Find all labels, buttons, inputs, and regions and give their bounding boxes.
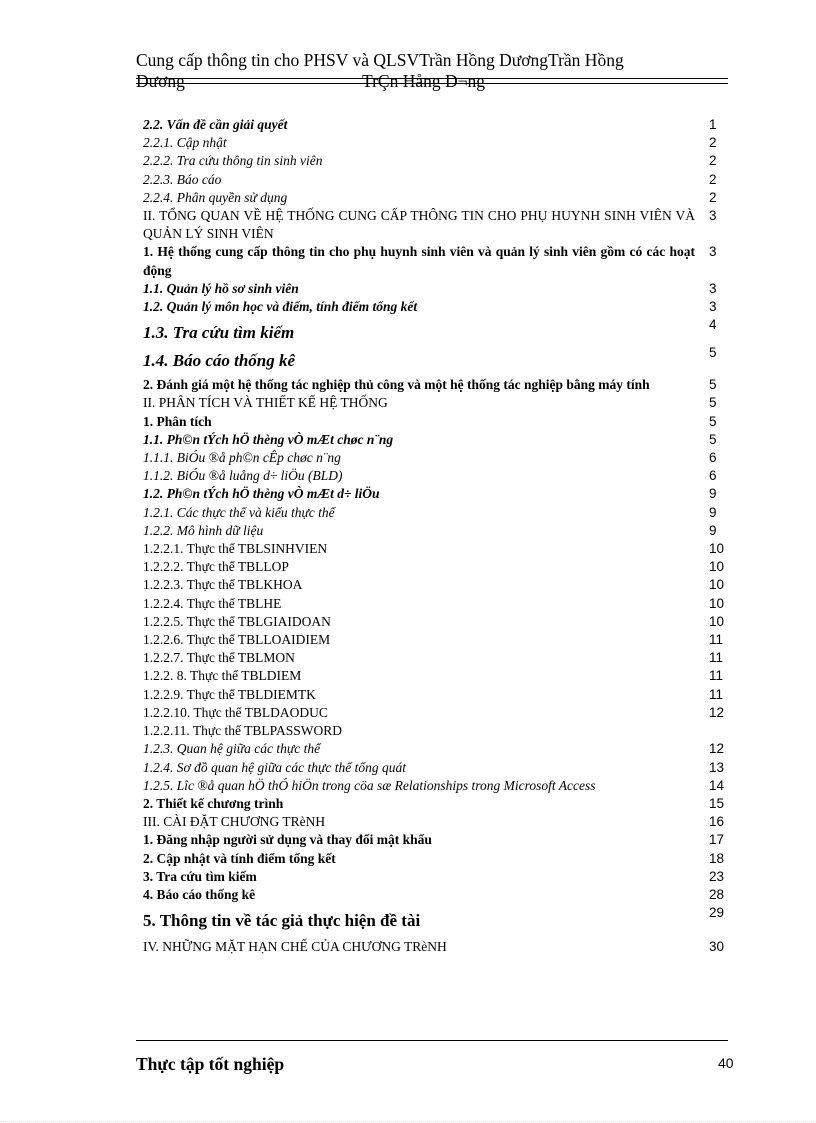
toc-entry-title: 1.4. Báo cáo thống kê xyxy=(143,351,296,371)
toc-entry xyxy=(143,298,743,316)
toc-entry-title: 1.2.2.3. Thực thể TBLKHOA xyxy=(143,577,303,593)
toc-entry-title: 5. Thông tin về tác giả thực hiện đề tài xyxy=(143,911,421,931)
footer-title: Thực tập tốt nghiệp xyxy=(136,1054,285,1074)
toc-entry-title: 1. Hệ thống cung cấp thông tin cho phụ huynh sinh viên và quản lý sinh viên gồm có các hoạt động xyxy=(143,244,695,278)
toc-entry-title: 1.2.2.6. Thực thể TBLLOAIDIEM xyxy=(143,632,331,648)
toc-entry-page: 14 xyxy=(709,777,725,793)
page-bottom-dotted-line xyxy=(0,1121,816,1122)
toc-entry xyxy=(143,467,743,485)
toc-entry xyxy=(143,704,743,722)
toc-entry-page: 12 xyxy=(709,741,725,757)
toc-entry xyxy=(143,171,743,189)
toc-entry-title: 2. Đánh giá một hệ thống tác nghiệp thủ công và một hệ thống tác nghiệp bằng máy tính xyxy=(143,377,650,393)
toc-entry xyxy=(143,413,743,431)
toc-entry xyxy=(143,613,743,631)
toc-entry-page: 10 xyxy=(709,577,725,593)
toc-entry-page: 4 xyxy=(709,317,717,333)
toc-entry-title: 1.2.2.2. Thực thể TBLLOP xyxy=(143,559,289,575)
table-of-contents xyxy=(143,116,743,956)
toc-entry xyxy=(143,485,743,503)
toc-entry-page: 18 xyxy=(709,850,725,866)
toc-entry xyxy=(143,116,743,134)
toc-entry-page: 10 xyxy=(709,595,725,611)
toc-entry xyxy=(143,905,743,932)
toc-entry xyxy=(143,813,743,831)
toc-entry-page: 3 xyxy=(709,280,717,296)
header-line-1: Cung cấp thông tin cho PHSV và QLSVTrần Hồng DươngTrần Hồng xyxy=(136,50,624,70)
toc-entry-title: 1.2.2. Mô hình dữ liệu xyxy=(143,522,264,538)
toc-entry-page: 13 xyxy=(709,759,725,775)
toc-entry-page: 5 xyxy=(709,413,717,429)
toc-entry xyxy=(143,558,743,576)
toc-entry-title: 2. Cập nhật và tính điểm tổng kết xyxy=(143,850,336,866)
toc-entry-title: 2.2.3. Báo cáo xyxy=(143,171,222,187)
toc-entry-page: 11 xyxy=(709,686,724,702)
toc-entry xyxy=(143,243,743,279)
toc-entry-page: 6 xyxy=(709,450,717,466)
toc-entry xyxy=(143,394,743,412)
toc-entry-title: 1.2.5. Lîc ®å quan hÖ thÓ hiÖn trong cöa sæ Relationships trong Microsoft Access xyxy=(143,777,596,793)
toc-entry xyxy=(143,850,743,868)
toc-entry xyxy=(143,189,743,207)
toc-entry xyxy=(143,540,743,558)
toc-entry-title: 1.2.2.10. Thực thể TBLDAODUC xyxy=(143,704,328,720)
page-header xyxy=(136,50,728,92)
toc-entry xyxy=(143,938,743,956)
toc-entry-title: 2.2.1. Cập nhật xyxy=(143,135,227,151)
toc-entry-page: 28 xyxy=(709,886,725,902)
header-strike-line xyxy=(136,78,728,79)
toc-entry-page: 3 xyxy=(709,208,717,224)
toc-entry-title: 1.2. Quản lý môn học và điểm, tính điểm tổng kết xyxy=(143,299,418,315)
toc-entry-title: IV. NHỮNG MẶT HẠN CHẾ CỦA CHƯƠNG TRèNH xyxy=(143,939,447,955)
toc-entry-title: 2.2. Vấn đề cần giải quyết xyxy=(143,117,288,132)
toc-entry-title: III. CÀI ĐẶT CHƯƠNG TRèNH xyxy=(143,814,326,830)
toc-entry xyxy=(143,886,743,904)
toc-entry-title: 1.2.2.7. Thực thể TBLMON xyxy=(143,650,295,666)
toc-entry-page: 16 xyxy=(709,814,725,830)
toc-entry-page: 2 xyxy=(709,153,717,169)
toc-entry xyxy=(143,207,743,243)
toc-entry xyxy=(143,431,743,449)
toc-entry xyxy=(143,777,743,795)
toc-entry-page: 3 xyxy=(709,244,717,260)
toc-entry-title: 2.2.2. Tra cứu thông tin sinh viên xyxy=(143,153,323,169)
toc-entry xyxy=(143,280,743,298)
toc-entry-page: 29 xyxy=(709,905,725,921)
toc-entry-title: 1.2.2.9. Thực thể TBLDIEMTK xyxy=(143,686,316,702)
toc-entry-title: 1.2.2.5. Thực thể TBLGIAIDOAN xyxy=(143,613,331,629)
toc-entry xyxy=(143,345,743,372)
toc-entry-title: 1.2.2.1. Thực thể TBLSINHVIEN xyxy=(143,541,328,557)
toc-entry-title: 2. Thiết kế chương trình xyxy=(143,795,284,811)
toc-entry-page: 12 xyxy=(709,704,725,720)
toc-entry xyxy=(143,686,743,704)
toc-entry-page: 10 xyxy=(709,613,725,629)
toc-entry xyxy=(143,795,743,813)
toc-entry-page: 9 xyxy=(709,486,717,502)
toc-entry-page: 2 xyxy=(709,171,717,187)
toc-entry xyxy=(143,504,743,522)
toc-entry-title: II. PHÂN TÍCH VÀ THIẾT KẾ HỆ THỐNG xyxy=(143,395,388,411)
toc-entry-title: 1.3. Tra cứu tìm kiếm xyxy=(143,323,295,343)
header-line-2 xyxy=(136,71,728,92)
footer-rule xyxy=(136,1040,728,1041)
toc-entry-title: 1.1. Quản lý hồ sơ sinh viên xyxy=(143,280,299,296)
header-line-2-left: Dương xyxy=(136,71,185,91)
toc-entry-title: 2.2.4. Phân quyền sử dụng xyxy=(143,189,288,205)
toc-entry-page: 11 xyxy=(709,632,724,648)
toc-entry-page: 5 xyxy=(709,395,717,411)
toc-entry-title: 1.2.2.11. Thực thể TBLPASSWORD xyxy=(143,723,342,739)
toc-entry-title: 1.1.2. BiÓu ®å luång d÷ liÖu (BLD) xyxy=(143,468,343,484)
toc-entry xyxy=(143,740,743,758)
header-line-2-center: TrÇn Hång D¬ng xyxy=(362,71,485,91)
toc-entry xyxy=(143,134,743,152)
toc-entry xyxy=(143,759,743,777)
toc-entry xyxy=(143,376,743,394)
toc-entry xyxy=(143,317,743,344)
toc-entry-title: 1.2.2. 8. Thực thể TBLDIEM xyxy=(143,668,302,684)
toc-entry xyxy=(143,449,743,467)
toc-entry xyxy=(143,576,743,594)
toc-entry-page: 2 xyxy=(709,135,717,151)
toc-entry-page: 15 xyxy=(709,795,725,811)
toc-entry xyxy=(143,831,743,849)
toc-entry-page: 30 xyxy=(709,939,725,955)
toc-entry-page: 9 xyxy=(709,522,717,538)
toc-entry-title: 1.2.2.4. Thực thể TBLHE xyxy=(143,595,282,611)
toc-entry-page: 5 xyxy=(709,431,717,447)
toc-entry-title: 1.2.3. Quan hệ giữa các thực thể xyxy=(143,741,321,757)
toc-entry xyxy=(143,649,743,667)
footer-page-number: 40 xyxy=(718,1055,734,1071)
toc-entry xyxy=(143,631,743,649)
toc-entry-title: 4. Báo cáo thống kê xyxy=(143,886,256,902)
toc-entry-page: 11 xyxy=(709,650,724,666)
toc-entry-page: 5 xyxy=(709,377,717,393)
toc-entry-page: 23 xyxy=(709,868,725,884)
toc-entry-page: 11 xyxy=(709,668,724,684)
toc-entry-page: 2 xyxy=(709,189,717,205)
toc-entry-title: 1.2.1. Các thực thể và kiểu thực thể xyxy=(143,504,335,520)
toc-entry-title: 3. Tra cứu tìm kiếm xyxy=(143,868,257,884)
toc-entry xyxy=(143,522,743,540)
toc-entry-page: 3 xyxy=(709,299,717,315)
toc-entry xyxy=(143,152,743,170)
header-rule xyxy=(136,83,728,84)
toc-entry xyxy=(143,722,743,740)
toc-entry-title: 1.1. Ph©n tÝch hÖ thèng vÒ mÆt chøc n¨ng xyxy=(143,431,394,447)
toc-entry-page: 9 xyxy=(709,504,717,520)
toc-entry-title: 1. Phân tích xyxy=(143,413,212,429)
toc-entry-page: 1 xyxy=(709,117,717,132)
toc-entry-title: 1.2.4. Sơ đồ quan hệ giữa các thực thể tổng quát xyxy=(143,759,407,775)
toc-entry-title: 1.1.1. BiÓu ®å ph©n cÊp chøc n¨ng xyxy=(143,450,341,466)
toc-entry-title: 1. Đăng nhập người sử dụng và thay đổi mật khẩu xyxy=(143,832,432,848)
toc-entry-page: 5 xyxy=(709,345,717,361)
toc-entry-title: 1.2. Ph©n tÝch hÖ thèng vÒ mÆt d÷ liÖu xyxy=(143,486,380,502)
toc-entry-page: 10 xyxy=(709,541,725,557)
toc-entry-page: 10 xyxy=(709,559,725,575)
toc-entry-page: 6 xyxy=(709,468,717,484)
toc-entry-page: 17 xyxy=(709,832,725,848)
toc-entry xyxy=(143,868,743,886)
toc-entry xyxy=(143,595,743,613)
toc-entry-title: II. TỔNG QUAN VỀ HỆ THỐNG CUNG CẤP THÔNG TIN CHO PHỤ HUYNH SINH VIÊN VÀ QUẢN LÝ SINH VIÊN xyxy=(143,208,695,242)
toc-entry xyxy=(143,667,743,685)
